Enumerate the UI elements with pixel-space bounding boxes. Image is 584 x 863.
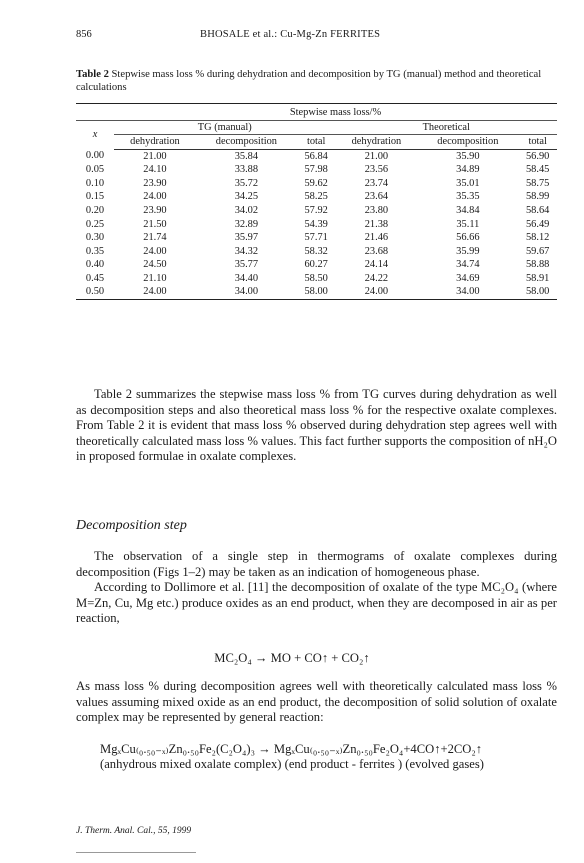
cell: 21.00	[364, 150, 389, 162]
cell-x: 0.05	[85, 164, 105, 176]
cell: 23.90	[143, 177, 167, 189]
theory-total-header: total	[518, 135, 557, 150]
cell: 58.45	[525, 164, 550, 176]
table-row	[76, 258, 557, 272]
cell: 58.00	[297, 285, 336, 299]
equation-oxalate: MC₂O₄ → MO + CO↑ + CO₂↑	[214, 651, 370, 665]
cell: 58.64	[525, 204, 550, 216]
cell: 57.71	[304, 232, 328, 244]
table-x-spacer	[76, 104, 114, 121]
cell: 58.00	[518, 285, 557, 299]
cell: 58.25	[304, 191, 328, 203]
cell-x: 0.45	[85, 272, 105, 284]
cell: 23.64	[364, 191, 389, 203]
tg-dehydration-header: dehydration	[114, 135, 196, 150]
tg-group-header: TG (manual)	[114, 120, 335, 135]
cell: 56.84	[304, 150, 328, 162]
cell: 35.77	[234, 259, 259, 271]
caption-label: Table 2	[76, 69, 109, 80]
table-caption	[76, 68, 557, 94]
section-heading: Decomposition step	[76, 518, 187, 533]
cell-x: 0.35	[85, 245, 105, 257]
cell: 56.49	[525, 218, 550, 230]
cell: 35.90	[456, 150, 480, 162]
cell: 34.89	[456, 164, 480, 176]
cell: 24.00	[335, 285, 417, 299]
table-row	[76, 190, 557, 204]
paragraph-decomposition	[76, 549, 557, 627]
tg-total-header: total	[297, 135, 336, 150]
table-row	[76, 204, 557, 218]
cell: 24.00	[143, 191, 167, 203]
journal-footer: J. Therm. Anal. Cal., 55, 1999	[76, 826, 192, 836]
cell: 35.01	[456, 177, 480, 189]
cell-x: 0.50	[76, 285, 114, 299]
cell: 57.98	[304, 164, 328, 176]
cell: 56.90	[525, 150, 550, 162]
cell-x: 0.10	[85, 177, 105, 189]
cell: 24.00	[114, 285, 196, 299]
equation-labels: (anhydrous mixed oxalate complex) (end product - ferrites ) (evolved gases)	[100, 757, 484, 771]
cell: 21.38	[364, 218, 389, 230]
theory-decomposition-header: decomposition	[417, 135, 518, 150]
table-row	[76, 231, 557, 245]
cell: 34.69	[456, 272, 480, 284]
cell: 34.74	[456, 259, 480, 271]
cell: 59.62	[304, 177, 328, 189]
table-row	[76, 245, 557, 259]
cell: 58.32	[304, 245, 328, 257]
cell: 35.97	[234, 232, 259, 244]
cell: 32.89	[234, 218, 259, 230]
cell: 34.40	[234, 272, 259, 284]
footer-rule	[76, 852, 196, 853]
cell: 58.99	[525, 191, 550, 203]
cell: 56.66	[456, 232, 480, 244]
equation-ferrite: MgₓCu₍₀.₅₀₋ₓ₎Zn₀.₅₀Fe₂(C₂O₄)₃ → MgₓCu₍₀.₅₀₋ₓ₎Zn₀.₅₀Fe₂O₄+4CO↑+2CO₂↑	[100, 742, 483, 756]
cell: 34.25	[234, 191, 259, 203]
cell: 57.92	[304, 204, 328, 216]
table-title: Stepwise mass loss/%	[289, 107, 382, 118]
cell-x: 0.30	[85, 232, 105, 244]
tg-decomposition-header: decomposition	[196, 135, 297, 150]
cell: 34.00	[417, 285, 518, 299]
paragraph-table-summary: Table 2 summarizes the stepwise mass loss % from TG curves during dehydration as well as decomposition steps and also theoretical mass loss % for the respective oxalate complexes. From Table 2 it is evident that mass loss % observed during dehydration step agrees well with theoretically calculated mass loss % values. This fact further supports the composition of nH₂O in proposed formulae in oxalate complexes.	[76, 387, 557, 464]
cell: 54.39	[304, 218, 328, 230]
table-row	[76, 217, 557, 231]
cell: 23.74	[364, 177, 389, 189]
caption-text: Stepwise mass loss % during dehydration and decomposition by TG (manual) method and theoretical calculations	[76, 69, 542, 93]
x-column-header: x	[92, 129, 98, 140]
cell: 21.00	[143, 150, 167, 162]
cell: 35.11	[456, 218, 480, 230]
cell: 24.14	[364, 259, 389, 271]
cell: 34.32	[234, 245, 259, 257]
cell-x: 0.15	[85, 191, 105, 203]
cell: 58.75	[525, 177, 550, 189]
cell: 58.88	[525, 259, 550, 271]
cell: 34.00	[196, 285, 297, 299]
theory-dehydration-header: dehydration	[335, 135, 417, 150]
table-row	[76, 285, 557, 299]
running-head: BHOSALE et al.: Cu-Mg-Zn FERRITES	[200, 29, 381, 40]
cell: 23.90	[143, 204, 167, 216]
cell: 35.84	[234, 150, 259, 162]
cell: 24.22	[364, 272, 389, 284]
mass-loss-table	[76, 103, 557, 300]
cell: 21.46	[364, 232, 389, 244]
cell-x: 0.25	[85, 218, 105, 230]
table-row	[76, 163, 557, 177]
table-row	[76, 272, 557, 286]
paragraph-dollimore: According to Dollimore et al. [11] the decomposition of oxalate of the type MC₂O₄ (where M=Zn, Cu, Mg etc.) produce oxides as an end product, when they are decomposed in air as per reaction,	[76, 580, 557, 626]
cell: 60.27	[304, 259, 328, 271]
cell: 34.02	[234, 204, 259, 216]
cell: 35.99	[456, 245, 480, 257]
cell: 24.50	[143, 259, 167, 271]
cell: 58.12	[525, 232, 550, 244]
cell: 21.50	[143, 218, 167, 230]
table-row	[76, 177, 557, 191]
cell: 35.35	[456, 191, 480, 203]
paragraph-observation: The observation of a single step in thermograms of oxalate complexes during decomposition (Figs 1–2) may be taken as an indication of homogeneous phase.	[76, 549, 557, 579]
cell: 58.50	[304, 272, 328, 284]
cell: 21.74	[143, 232, 167, 244]
cell: 59.67	[525, 245, 550, 257]
cell: 23.80	[364, 204, 389, 216]
cell: 24.10	[143, 164, 167, 176]
cell: 34.84	[456, 204, 480, 216]
paragraph-general-reaction: As mass loss % during decomposition agrees well with theoretically calculated mass loss % values assuming mixed oxide as an end product, the decomposition of solid solution of oxalate complex may be represented by general reaction:	[76, 679, 557, 725]
cell: 35.72	[234, 177, 259, 189]
cell-x: 0.20	[85, 204, 105, 216]
cell: 23.68	[364, 245, 389, 257]
theory-group-header: Theoretical	[335, 120, 557, 135]
page-number: 856	[76, 29, 92, 40]
cell: 24.00	[143, 245, 167, 257]
cell: 23.56	[364, 164, 389, 176]
cell-x: 0.00	[85, 150, 105, 162]
cell: 58.91	[525, 272, 550, 284]
cell: 33.88	[234, 164, 259, 176]
table-row	[76, 149, 557, 163]
cell: 21.10	[143, 272, 167, 284]
cell-x: 0.40	[85, 259, 105, 271]
